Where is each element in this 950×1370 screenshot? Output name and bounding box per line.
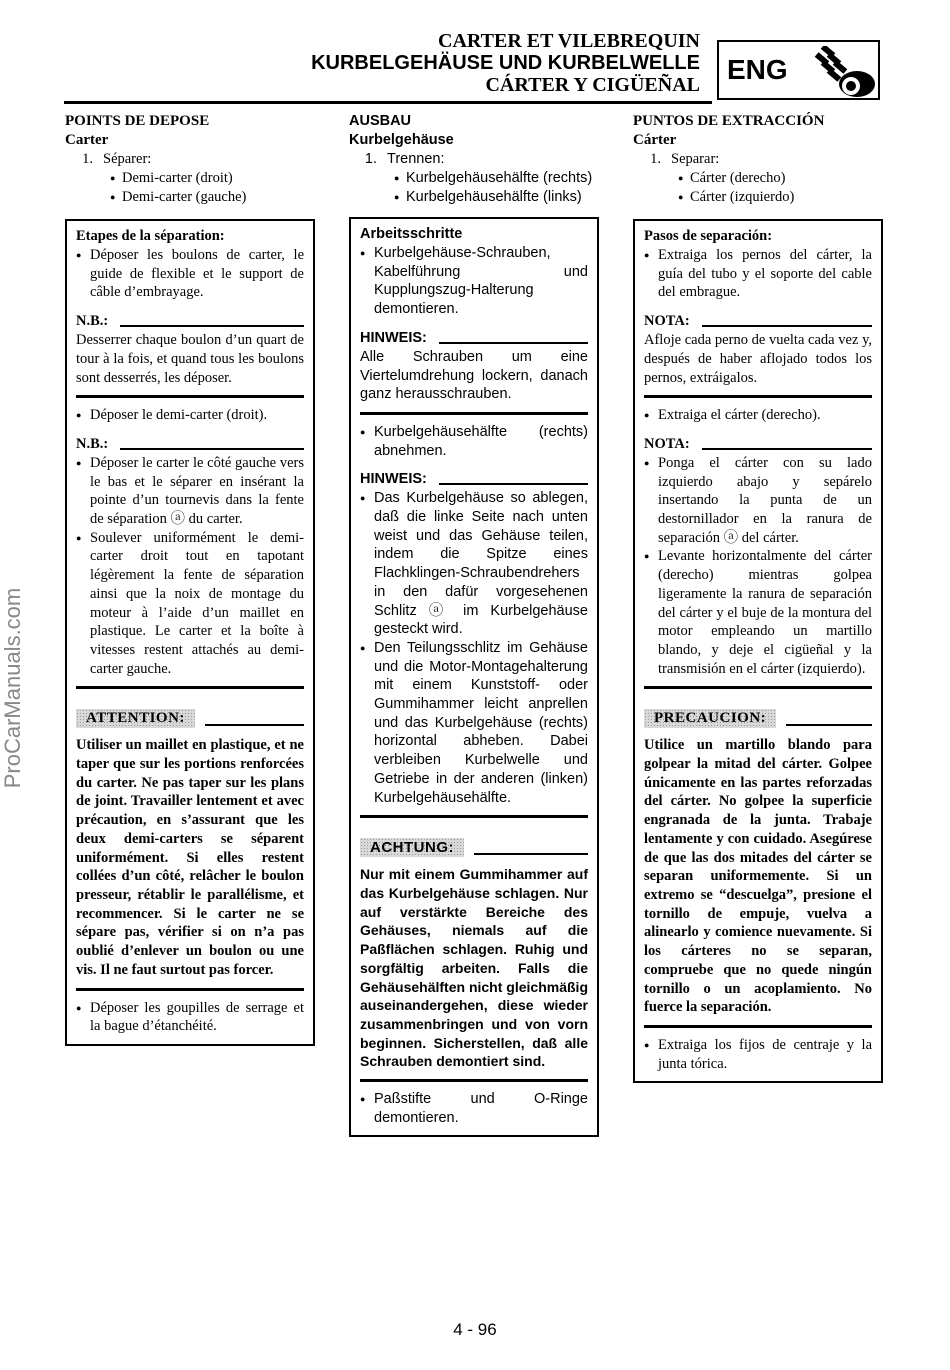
box-title: Arbeitsschritte [360,226,463,242]
procedure-step: ● Kurbelgehäusehälfte (rechts) abnehmen. [360,423,588,460]
note-item: ● Soulever uniformément le demi-carter droit tout en tapotant légèrement la fente de séparation ainsi que la noix de montage du moteur à l’aide d’un maillet en plastique. Le carter et la boîte à vitesses restent attachés au demi-carter gauche. [76,529,304,679]
title-de: KURBELGEHÄUSE UND KURBELWELLE [311,52,700,74]
note-label: HINWEIS: [360,470,588,489]
parts-list [65,169,315,207]
note-label: HINWEIS: [360,329,588,348]
step [349,150,599,169]
procedure-step: ● Déposer les goupilles de serrage et la bague d’étanchéité. [76,999,304,1036]
section-title: PUNTOS DE EXTRACCIÓN [633,113,825,129]
caution-header [360,838,588,857]
section-title: POINTS DE DEPOSE [65,113,210,129]
divider [360,412,588,415]
note-text: Alle Schrauben um eine Viertelumdrehung lockern, danach ganz herausschrauben. [360,348,588,403]
badge-label: ENG [727,54,788,85]
procedure-step: ● Extraiga los pernos del cárter, la guía del tubo y el soporte del cable del embrague. [644,246,872,302]
box-title: Etapes de la séparation: [76,228,225,244]
note-label: NOTA: [644,312,872,331]
divider [76,395,304,398]
subsection-title: Cárter [633,132,677,148]
procedure-box [349,217,599,1137]
note-label: N.B.: [76,312,304,331]
procedure-step: ● Extraiga los fijos de centraje y la junta tórica. [644,1036,872,1073]
note-label: NOTA: [644,435,872,454]
watermark: ProCarManuals.com [0,587,25,789]
title-fr: CARTER ET VILEBREQUIN [438,30,700,52]
divider [76,988,304,991]
step-text: Separar: [671,151,720,167]
step-number: 1. [650,151,661,167]
section-badge [717,40,880,100]
procedure-box [633,219,883,1083]
note-item: ● Das Kurbelgehäuse so ablegen, daß die linke Seite nach unten weist und das Gehäuse teilen, indem die Spitze eines Flachklingen-Schraubendrehers in den dafür vorgesehenen Schlitz ⓐ im Kurbelgehäuse gesteckt wird. [360,489,588,639]
procedure-step: ● Paßstifte und O-Ringe demontieren. [360,1090,588,1127]
caution-text: Nur mit einem Gummihammer auf das Kurbelgehäuse schlagen. Nur auf verstärkte Bereiche des Gehäuses, niemals auf die Paßflächen schlagen. Ruhig und sorgfältig arbeiten. Falls die Gehäusehälften nicht gleichmäßig auseinandergehen, diese wieder zusammenbringen und von vorn beginnen. Sicherstellen, daß alle Schrauben demontiert sind. [360,866,588,1070]
step-number: 1. [82,151,93,167]
divider [644,1025,872,1028]
engine-icon [811,46,877,98]
subsection-title: Carter [65,132,109,148]
caution-text: Utiliser un maillet en plastique, et ne taper que sur les portions renforcées du carter. Ne pas taper sur les plans de joint. Travailler lentement et avec précaution, en s’assurant que les deux demi-carters se séparent uniformément. Si elles restent collées d’un côté, relâcher le boulon presseur, rétablir le parallélisme, et recommencer. Si le carter ne se sépare pas, vérifier si on n’a pas oublié d’enlever un boulon ou une vis. Il ne faut surtout pas forcer. [76,737,304,978]
column-french [65,112,315,1046]
divider [360,1079,588,1082]
note-text: Afloje cada perno de vuelta cada vez y, después de haber aflojado todos los pernos, extráigalos. [644,332,872,386]
procedure-box [65,219,315,1046]
procedure-step: ● Extraiga el cárter (derecho). [644,406,872,425]
step [633,150,883,169]
note-item: ● Déposer le carter le côté gauche vers le bas et le séparer en insérant la pointe d’un tournevis dans la fente de séparation ⓐ du carter. [76,454,304,529]
divider [76,686,304,689]
step-text: Trennen: [387,151,445,167]
column-german [349,112,599,1137]
list-item: ● Demi-carter (droit) [110,169,315,188]
list-item: ● Kurbelgehäusehälfte (links) [394,188,599,207]
list-item: ● Kurbelgehäusehälfte (rechts) [394,169,599,188]
column-spanish [633,112,883,1083]
note-text: Desserrer chaque boulon d’un quart de tour à la fois, et quand tous les boulons sont desserrés, les déposer. [76,332,304,386]
step-text: Séparer: [103,151,152,167]
parts-list [349,169,599,207]
title-es: CÁRTER Y CIGÜEÑAL [485,74,700,96]
divider [360,815,588,818]
box-title: Pasos de separación: [644,228,773,244]
procedure-step: ● Kurbelgehäuse-Schrauben, Kabelführung und Kupplungszug-Halterung demontieren. [360,244,588,319]
section-title: AUSBAU [349,113,412,129]
list-item: ● Cárter (izquierdo) [678,188,883,207]
caution-header [76,709,304,728]
note-item: ● Ponga el cárter con su lado izquierdo abajo y sepárelo insertando la punta de un destornillador en la ranura de separación ⓐ del cárter. [644,454,872,548]
procedure-step: ● Déposer le demi-carter (droit). [76,406,304,425]
caution-label: PRECAUCION: [644,709,776,728]
note-item: ● Den Teilungsschlitz im Gehäuse und die Motor-Montagehalterung mit einem Kunststoff- oder Gummihammer leicht anprellen und das Kurbelgehäuse (rechts) horizontal abheben. Dabei verbleiben Kurbelwelle und Getriebe in der anderen (linken) Kurbelgehäusehälfte. [360,639,588,807]
list-item: ● Cárter (derecho) [678,169,883,188]
step-number: 1. [364,151,377,167]
parts-list [633,169,883,207]
list-item: ● Demi-carter (gauche) [110,188,315,207]
note-item: ● Levante horizontalmente del cárter (derecho) mientras golpea ligeramente la ranura de separación del cárter y el buje de la montura del motor empleando un martillo blando, y deje el cigüeñal y la transmisión en el cárter (izquierdo). [644,547,872,678]
divider [644,395,872,398]
header-rule [64,101,712,104]
note-label: N.B.: [76,435,304,454]
page-number: 4 - 96 [453,1320,497,1339]
procedure-step: ● Déposer les boulons de carter, le guide de flexible et le support de câble d’embrayage. [76,246,304,302]
step [65,150,315,169]
page-header [300,30,700,96]
subsection-title: Kurbelgehäuse [349,132,454,148]
caution-label: ATTENTION: [76,709,195,728]
caution-header [644,709,872,728]
divider [644,686,872,689]
caution-text: Utilice un martillo blando para golpear la mitad del cárter. Golpee únicamente en las partes reforzadas del cárter. No golpee la superficie engranada de la junta. Trabaje lentamente y con cuidado. Asegúrese de que las dos mitades del cárter se separan uniformemente. Si un extremo se “descuelga”, presione el tornillo de empuje, vuelva a alinearlo y comience nuevamente. Si los cárteres no se separan, compruebe que no quede ningún tornillo o un acoplamiento. No fuerce la separación. [644,737,872,1016]
caution-label: ACHTUNG: [360,838,464,857]
